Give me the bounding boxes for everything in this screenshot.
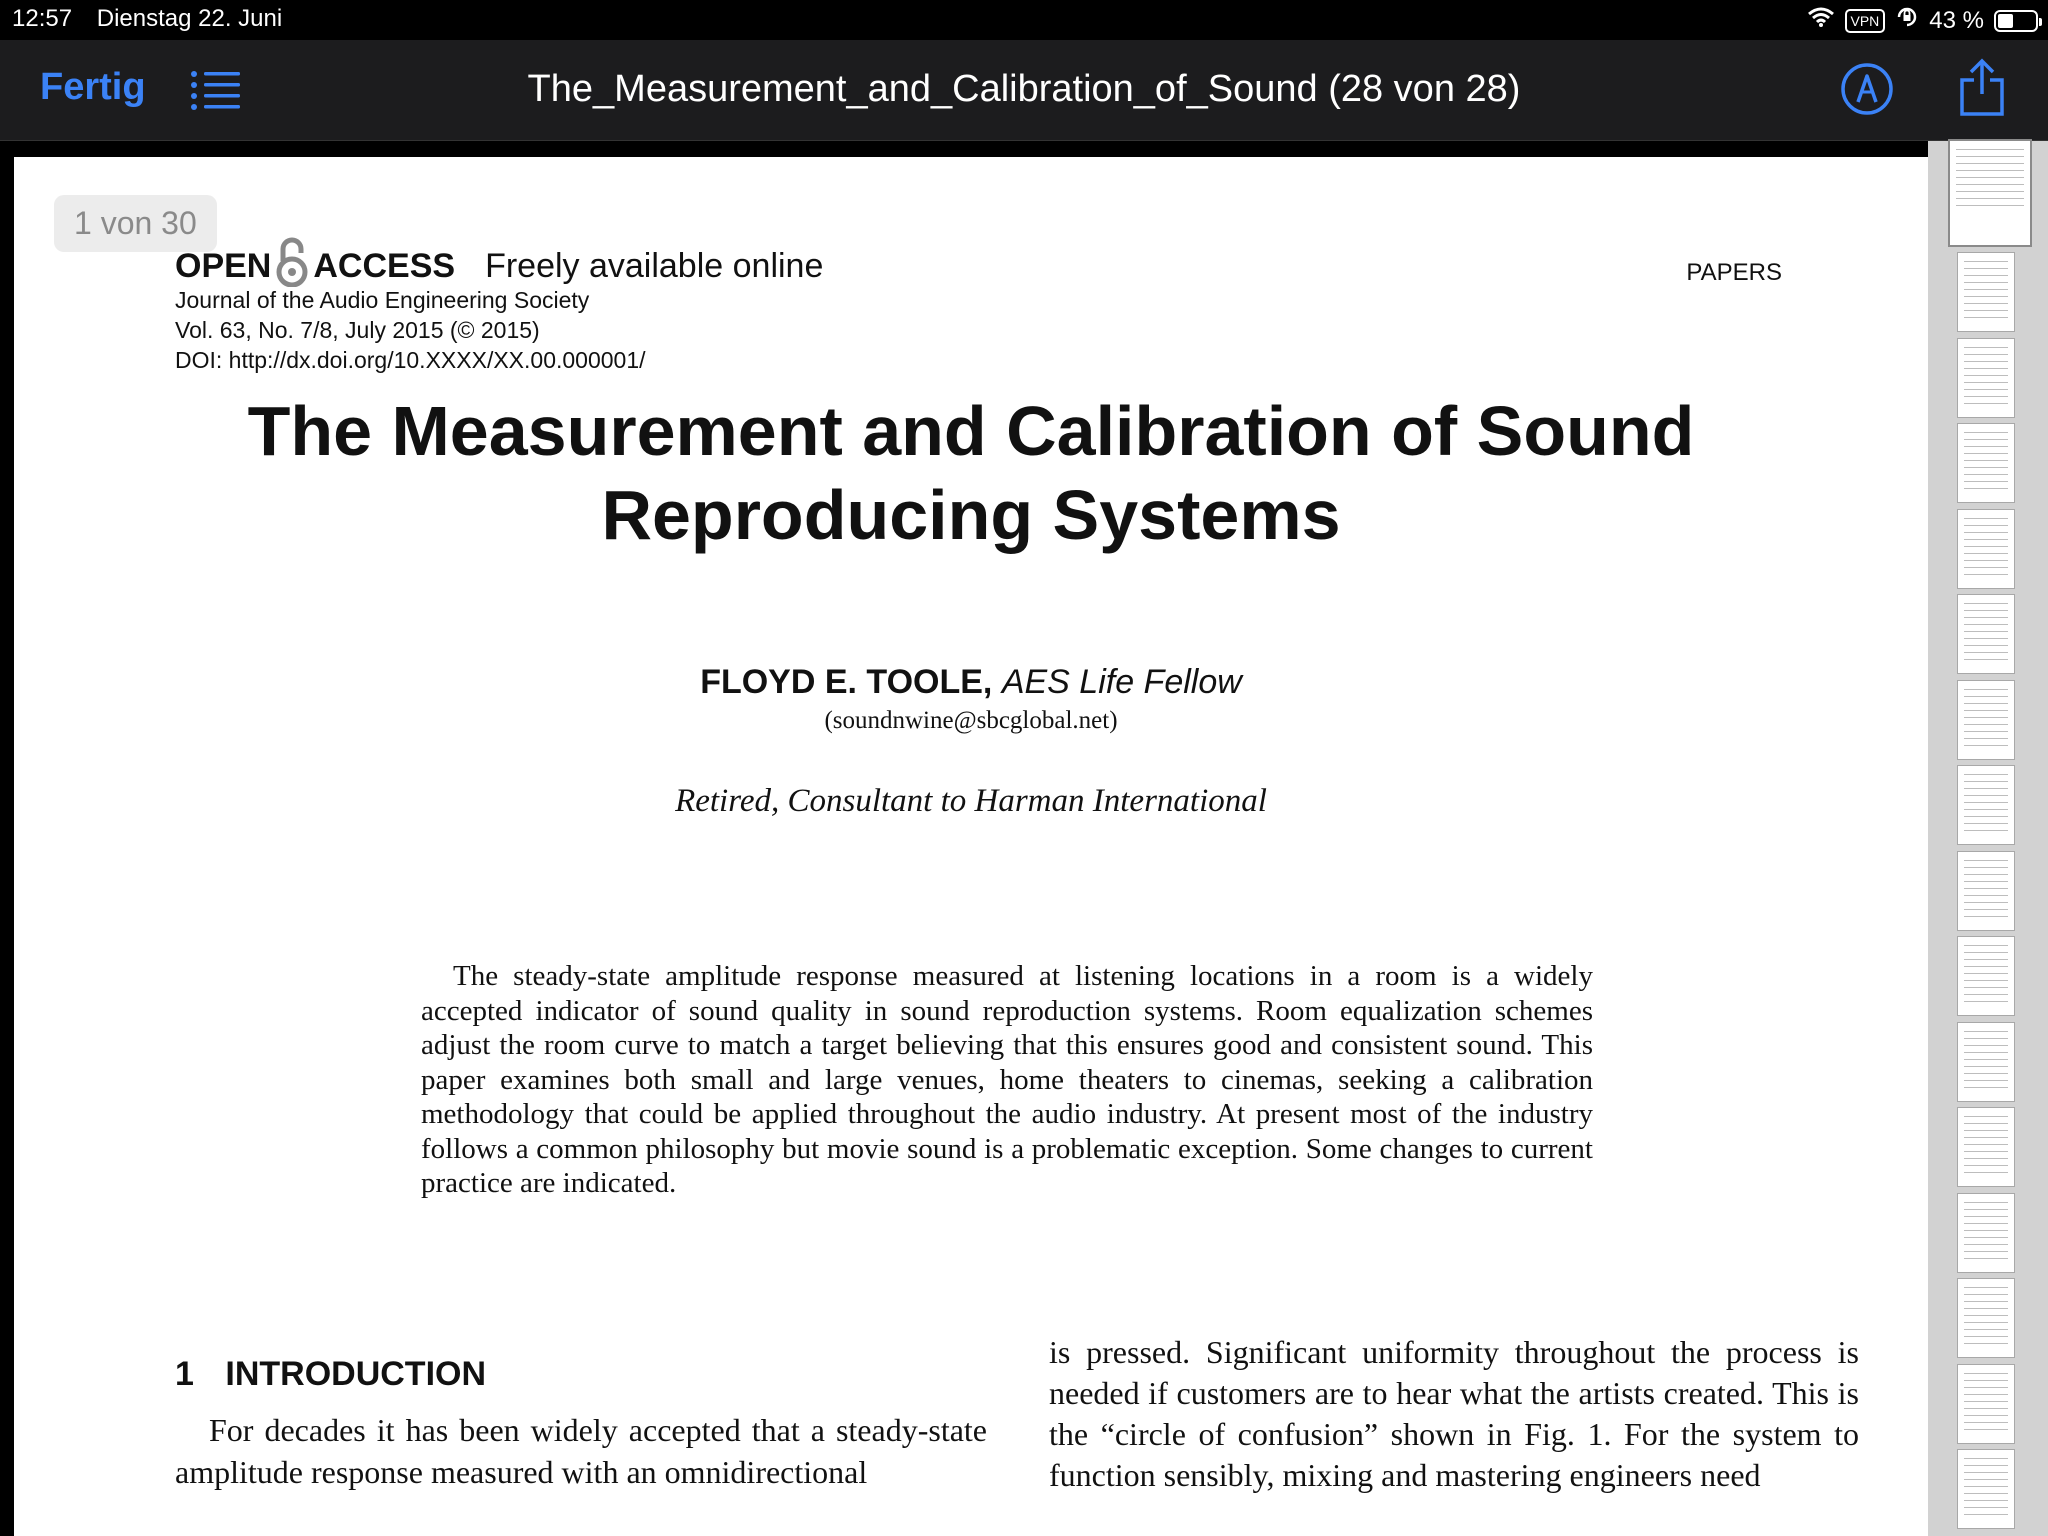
author-name: FLOYD E. TOOLE, [700, 663, 993, 701]
page-counter: 1 von 30 [54, 195, 217, 252]
author-email[interactable]: (soundnwine@sbcglobal.net) [824, 707, 1118, 734]
share-icon [1958, 58, 2006, 118]
body-column-left: For decades it has been widely accepted that a steady-state amplitude response measured with an omnidirectional [175, 1412, 987, 1490]
page-thumbnail[interactable] [1958, 253, 2014, 331]
status-time: 12:57 [12, 5, 73, 32]
page-thumbnail[interactable] [1958, 681, 2014, 759]
journal-name: Journal of the Audio Engineering Society [175, 287, 590, 313]
section-number: 1 [175, 1355, 194, 1393]
journal-info [175, 285, 646, 375]
wifi-icon [1807, 6, 1835, 35]
body-column-right: is pressed. Significant uniformity throughout the process is needed if customers are to hear what the artists created. This is the “circle of confusion” shown in Fig. 1. For the system to function sensibly, mixing and mastering engineers need [1049, 1334, 1859, 1493]
share-button[interactable] [1958, 58, 2006, 118]
page-thumbnail[interactable] [1958, 510, 2014, 588]
paper-title-line-2: Reproducing Systems [601, 476, 1341, 554]
document-canvas[interactable] [0, 141, 1928, 1536]
status-bar [0, 0, 2048, 40]
journal-volume: Vol. 63, No. 7/8, July 2015 (© 2015) [175, 317, 540, 343]
page-thumbnail-strip[interactable] [1928, 141, 2048, 1536]
page-thumbnail[interactable] [1958, 595, 2014, 673]
document-title: The_Measurement_and_Calibration_of_Sound (28 von 28) [527, 68, 1521, 110]
page-thumbnail[interactable] [1958, 852, 2014, 930]
pdf-page[interactable] [14, 157, 1928, 1536]
markup-icon [1840, 62, 1894, 116]
done-button[interactable]: Fertig [40, 66, 146, 108]
page-thumbnail[interactable] [1950, 141, 2030, 245]
author-title: AES Life Fellow [1001, 663, 1242, 701]
open-label: OPEN [175, 247, 272, 285]
page-thumbnail[interactable] [1958, 937, 2014, 1015]
orientation-lock-icon [1895, 5, 1919, 36]
abstract: The steady-state amplitude response measured at listening locations in a room is a widely accepted indicator of sound quality in sound reproduction systems. Room equalization schemes adjust the room curve to match a target believing that this ensures good and consistent sound. This paper examines both small and large venues, home theaters to cinemas, seeking a calibration methodology that could be applied throughout the audio industry. At present most of the industry follows a common philosophy but movie sound is a problematic exception. Some changes to current practice are indicated. [421, 960, 1593, 1199]
doi-link[interactable]: DOI: http://dx.doi.org/10.XXXX/XX.00.000001/ [175, 347, 646, 373]
access-label: ACCESS [313, 247, 456, 285]
nav-bar [0, 40, 2048, 141]
vpn-badge: VPN [1845, 9, 1886, 33]
author-affiliation: Retired, Consultant to Harman International [675, 783, 1267, 819]
battery-percentage: 43 % [1929, 6, 1984, 34]
section-heading [175, 1355, 486, 1394]
category-label: PAPERS [1686, 259, 1782, 286]
paper-title [14, 389, 1928, 557]
paper-title-line-1: The Measurement and Calibration of Sound [247, 392, 1695, 470]
page-thumbnail[interactable] [1958, 1194, 2014, 1272]
battery-icon [1994, 10, 2038, 32]
page-thumbnail[interactable] [1958, 339, 2014, 417]
page-thumbnail[interactable] [1958, 1365, 2014, 1443]
section-title: INTRODUCTION [225, 1355, 487, 1393]
page-thumbnail[interactable] [1958, 1450, 2014, 1528]
page-thumbnail[interactable] [1958, 1108, 2014, 1186]
page-thumbnail[interactable] [1958, 1279, 2014, 1357]
status-date: Dienstag 22. Juni [96, 5, 283, 32]
page-thumbnail[interactable] [1958, 766, 2014, 844]
page-thumbnail[interactable] [1958, 1023, 2014, 1101]
markup-button[interactable] [1840, 62, 1894, 116]
page-thumbnail[interactable] [1958, 424, 2014, 502]
author-line [14, 663, 1928, 702]
freely-available-label: Freely available online [485, 247, 824, 285]
